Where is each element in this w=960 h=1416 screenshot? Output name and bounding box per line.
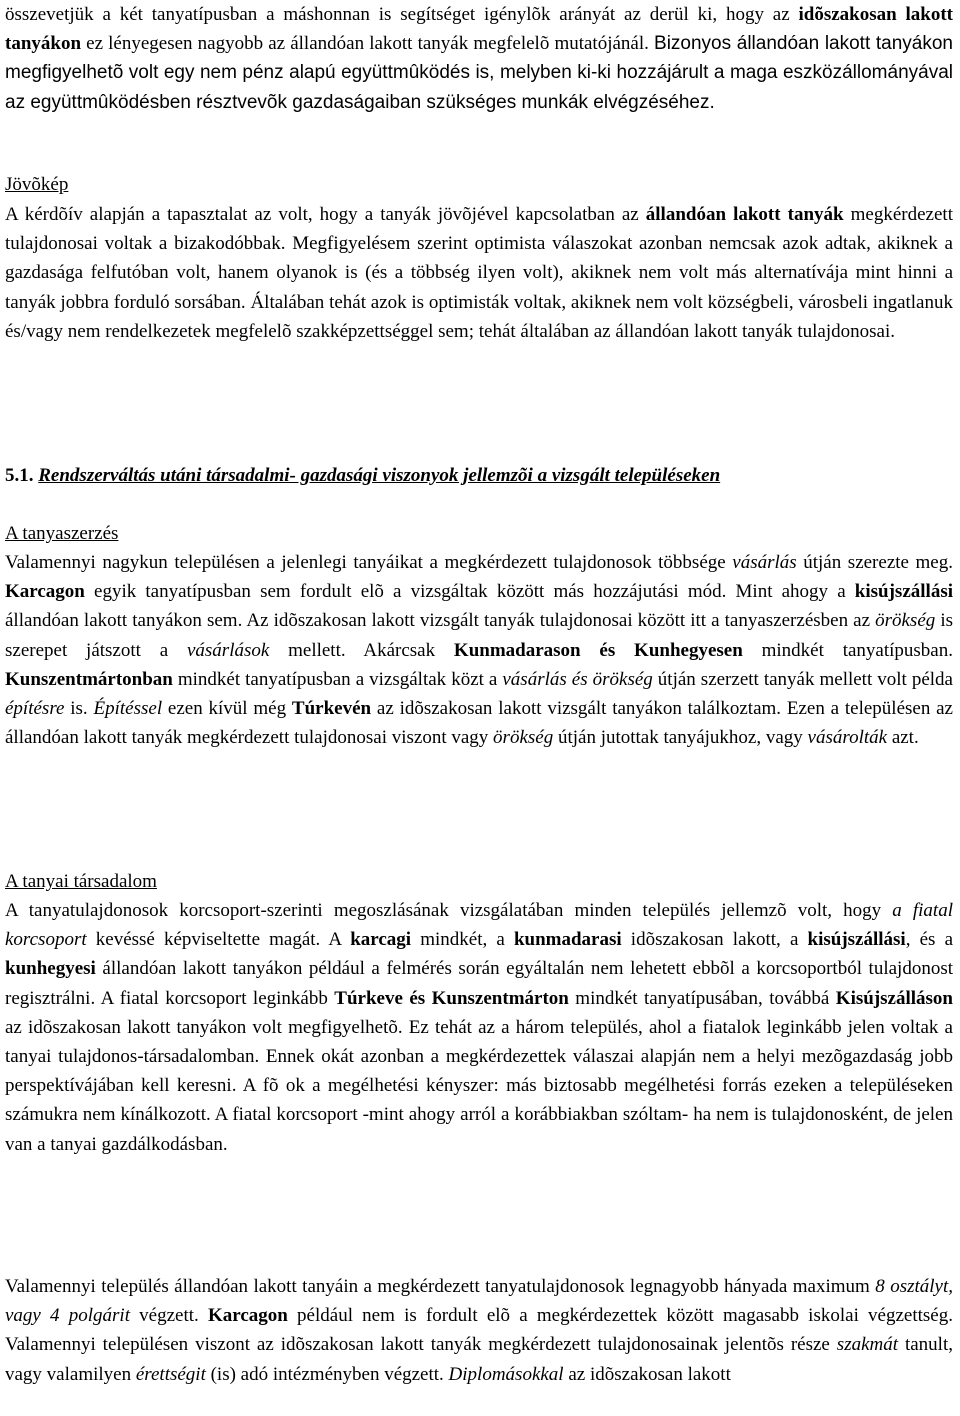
paragraph-intro bbox=[5, 0, 953, 117]
p2-text-run: állandóan lakott tanyák bbox=[645, 204, 844, 225]
p3-text-run: is. bbox=[64, 698, 94, 720]
p3-text-run: ezen kívül még bbox=[162, 698, 292, 720]
p5-text-run: tanult, vagy valamilyen bbox=[5, 1334, 953, 1385]
p5-text-run: Diplomásokkal bbox=[448, 1363, 564, 1385]
section-title-5-1 bbox=[5, 461, 953, 490]
p5-text-run: Karcagon bbox=[207, 1305, 288, 1327]
p3-text-run: Építéssel bbox=[93, 698, 163, 720]
p4-text-run: mindkét, a bbox=[411, 929, 514, 951]
p5-text-run: Valamennyi település állandóan lakott tanyáin a megkérdezett tanyatulajdonosok legnagyobb hányada maximum bbox=[5, 1276, 876, 1297]
p2-text-run: A kérdõív alapján a tapasztalat az volt, hogy a tanyák jövõjével kapcsolatban az bbox=[5, 204, 646, 225]
paragraph-tanyaszerzes bbox=[5, 548, 953, 752]
p3-text-run: mindkét tanyatípusban. bbox=[742, 639, 953, 661]
paragraph-tanyai-tarsadalom bbox=[5, 896, 953, 1159]
p5-text-run: érettségit bbox=[135, 1363, 206, 1385]
p1-text-run: Bizonyos állandóan lakott tanyákon megfigyelhetõ volt egy nem pénz alapú együttmûködés is, melyben ki-ki hozzájárult a maga eszközállományával az együttmûködésben résztvevõk gazdaságaiban szükséges munkák elvégzéséhez. bbox=[5, 33, 954, 113]
subheading-tanyaszerzes: A tanyaszerzés bbox=[5, 523, 119, 544]
section-title-text: Rendszerváltás utáni társadalmi- gazdasági viszonyok jellemzõi a vizsgált településeken bbox=[38, 465, 721, 486]
p4-text-run: kunmadarasi bbox=[513, 929, 622, 951]
paragraph-jovokep bbox=[5, 200, 953, 346]
paragraph-vegzettseg bbox=[5, 1272, 953, 1389]
p3-text-run: vásárlások bbox=[186, 639, 270, 661]
p1-text-run: ez lényegesen nagyobb az állandóan lakott tanyák megfelelõ mutatójánál. bbox=[81, 33, 655, 55]
p3-text-run: Valamennyi nagykun településen a jelenlegi tanyáikat a megkérdezett tulajdonosok többsége bbox=[5, 552, 733, 573]
p3-text-run: az idõszakosan lakott vizsgált tanyákon találkoztam. Ezen a településen az állandóan lakott tanyák megkérdezett tulajdonosai viszont vagy bbox=[5, 698, 953, 749]
p3-text-run: mellett. Akárcsak bbox=[269, 639, 454, 661]
p4-text-run: mindkét tanyatípusában, továbbá bbox=[568, 987, 836, 1009]
p3-text-run: Kunszentmártonban bbox=[5, 668, 173, 690]
p5-text-run: végzett. bbox=[129, 1305, 208, 1327]
subheading-jovokep: Jövõkép bbox=[5, 174, 69, 195]
p3-text-run: Túrkevén bbox=[291, 698, 372, 720]
p5-text-run: 8 osztályt, vagy 4 polgárit bbox=[5, 1276, 953, 1327]
p5-text-run: például nem is fordult elõ a megkérdezettek között magasabb iskolai végzettség. Valamennyi településen viszont az idõszakosan lakott tanyák megkérdezett tulajdonosainak jelentõs része bbox=[5, 1305, 953, 1356]
p4-text-run: a fiatal korcsoport bbox=[5, 900, 953, 951]
p4-text-run: az idõszakosan lakott tanyákon volt megfigyelhetõ. Ez tehát az a három település, ahol a fiatalok leginkább jelen voltak a tanyai tulajdonos-társadalomban. Ennek okát azonban a megkérdezettek válaszai alapján nem a helyi mezõgazdaság jobb perspektívájában kell keresni. A fõ ok a megélhetési kényszer: más biztosabb megélhetési forrás ezeken a településeken számukra nem kínálkozott. A fiatal korcsoport -mint ahogy arról a korábbiakban szóltam- ha nem is tulajdonosként, de jelen van a tanyai gazdálkodásban. bbox=[5, 1016, 953, 1155]
p3-text-run: azt. bbox=[887, 727, 919, 749]
p4-text-run: idõszakosan lakott, a bbox=[621, 929, 808, 951]
p3-text-run: egyik tanyatípusban sem fordult elõ a vizsgáltak között más hozzájutási mód. Mint ahogy a bbox=[84, 581, 855, 603]
p4-text-run: Túrkeve és Kunszentmárton bbox=[334, 987, 569, 1009]
p3-text-run: vásárlás és örökség bbox=[502, 668, 653, 690]
p1-text-run: összevetjük a két tanyatípusban a máshonnan is segítséget igénylõk arányát az derül ki, hogy az bbox=[5, 4, 799, 25]
p3-text-run: örökség bbox=[493, 727, 554, 749]
p3-text-run: is szerepet játszott a bbox=[5, 610, 953, 661]
p4-text-run: , és a bbox=[905, 929, 953, 951]
p4-text-run: kevéssé képviseltette magát. A bbox=[86, 929, 351, 951]
p3-text-run: vásárlás bbox=[732, 552, 797, 573]
p5-text-run: szakmát bbox=[836, 1334, 899, 1356]
section-number: 5.1. bbox=[5, 465, 34, 486]
p3-text-run: mindkét tanyatípusban a vizsgáltak közt a bbox=[172, 668, 503, 690]
p3-text-run: Kunmadarason és Kunhegyesen bbox=[453, 639, 743, 661]
p5-text-run: (is) adó intézményben végzett. bbox=[205, 1363, 449, 1385]
p4-text-run: karcagi bbox=[350, 929, 412, 951]
p4-text-run: Kisújszálláson bbox=[835, 987, 953, 1009]
p4-text-run: kunhegyesi bbox=[5, 958, 96, 980]
p2-text-run: megkérdezett tulajdonosai voltak a bizakodóbbak. Megfigyelésem szerint optimista válaszokat azonban nemcsak azok adtak, akiknek a gazdasága felfutóban volt, hanem olyanok is (és a többség ilyen volt), akiknek nem volt más alternatívája mint hinni a tanyák jobbra forduló sorsában. Általában tehát azok is optimisták voltak, akiknek nem volt községbeli, városbeli ingatlanuk és/vagy nem rendelkezetek megfelelõ szakképzettséggel sem; tehát általában az állandóan lakott tanyák tulajdonosai. bbox=[5, 204, 953, 342]
p1-text-run: idõszakosan lakott tanyákon bbox=[5, 4, 953, 55]
p4-text-run: kisújszállási bbox=[807, 929, 906, 951]
p3-text-run: építésre bbox=[5, 698, 65, 720]
p3-text-run: útján jutottak tanyájukhoz, vagy bbox=[553, 727, 808, 749]
p3-text-run: Karcagon bbox=[5, 581, 85, 603]
p3-text-run: kisújszállási bbox=[854, 581, 953, 603]
p3-text-run: útján szerzett tanyák mellett volt példa bbox=[652, 668, 953, 690]
p3-text-run: vásárolták bbox=[807, 727, 888, 749]
p3-text-run: útján szerezte meg. bbox=[796, 552, 953, 573]
subheading-tanyai-tarsadalom: A tanyai társadalom bbox=[5, 871, 157, 892]
p4-text-run: állandóan lakott tanyákon például a felmérés során egyáltalán nem lehetett ebbõl a korcsoportból tulajdonost regisztrálni. A fiatal korcsoport leginkább bbox=[5, 958, 953, 1009]
p4-text-run: A tanyatulajdonosok korcsoport-szerinti megoszlásának vizsgálatában minden település jellemzõ volt, hogy bbox=[5, 900, 893, 921]
p3-text-run: állandóan lakott tanyákon sem. Az idõszakosan lakott vizsgált tanyák tulajdonosai között itt a tanyaszerzésben az bbox=[5, 610, 876, 632]
p5-text-run: az idõszakosan lakott bbox=[563, 1363, 731, 1385]
p3-text-run: örökség bbox=[875, 610, 936, 632]
